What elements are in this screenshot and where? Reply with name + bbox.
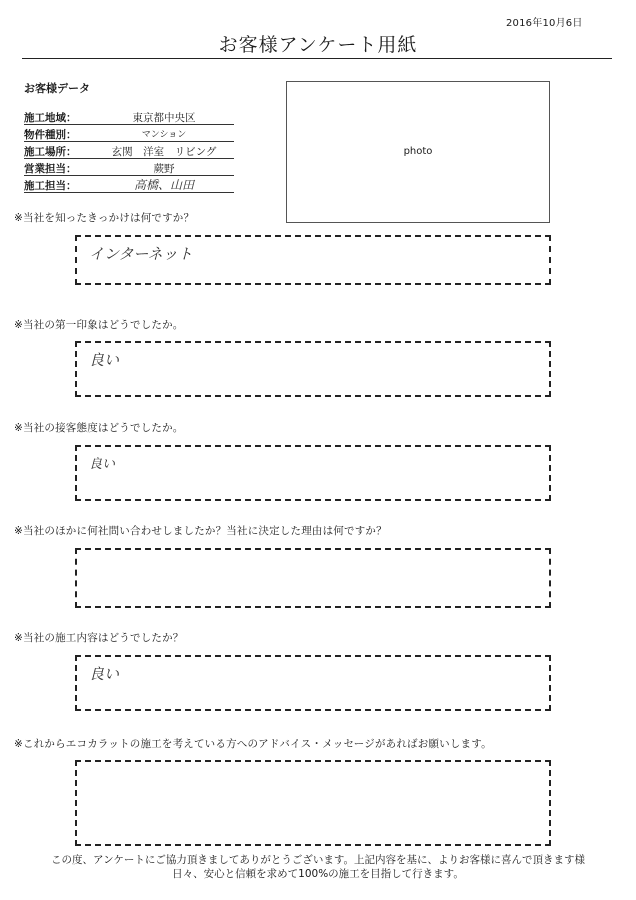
info-value: 玄関 洋室 リビング (111, 146, 217, 158)
info-value: マンション (141, 130, 187, 140)
photo-label: photo (403, 146, 433, 157)
answer-box-installation-quality (75, 655, 551, 711)
question-first-impression: ※当社の第一印象はどうでしたか。 (14, 319, 184, 331)
info-row-location (24, 142, 234, 159)
info-label: 物件種別： (24, 129, 77, 141)
answer-box-how-found (75, 235, 551, 285)
info-row-sales-rep (24, 159, 234, 176)
answer-box-advice-message (75, 760, 551, 846)
question-other-companies: ※当社のほかに何社問い合わせしましたか？当社に決定した理由は何ですか？ (14, 525, 387, 537)
answer-box-first-impression (75, 341, 551, 397)
page-title: お客様アンケート用紙 (218, 34, 418, 56)
answer-box-other-companies (75, 548, 551, 608)
info-label: 施工地域： (24, 112, 77, 124)
answer-handwritten: 良い (89, 665, 120, 683)
customer-data-heading: お客様データ (24, 82, 90, 95)
customer-data-table (24, 108, 234, 193)
question-advice-message: ※これからエコカラットの施工を考えている方へのアドバイス・メッセージがあればお願いします。 (14, 738, 492, 750)
info-row-area (24, 108, 234, 125)
answer-handwritten: インターネット (89, 245, 193, 263)
info-label: 営業担当： (24, 163, 77, 175)
footer-message-line2: 日々、安心と信頼を求めて100%の施工を目指して行きます。 (172, 868, 464, 880)
info-value-handwritten: 高橋、山田 (133, 178, 194, 192)
info-row-installer (24, 176, 234, 193)
info-value: 東京都中央区 (132, 112, 196, 124)
photo-placeholder (286, 81, 550, 223)
question-how-found: ※当社を知ったきっかけは何ですか？ (14, 212, 195, 224)
answer-handwritten: 良い (89, 457, 116, 472)
answer-handwritten: 良い (89, 351, 120, 369)
footer-message-line1: この度、アンケートにご協力頂きましてありがとうございます。上記内容を基に、よりお客様に喜んで頂きます様 (50, 854, 586, 866)
survey-date: 2016年10月6日 (506, 18, 583, 29)
info-label: 施工場所： (24, 146, 77, 158)
info-row-property-type (24, 125, 234, 142)
title-divider (22, 58, 612, 59)
question-installation-quality: ※当社の施工内容はどうでしたか？ (14, 632, 184, 644)
question-service-attitude: ※当社の接客態度はどうでしたか。 (14, 422, 184, 434)
info-label: 施工担当： (24, 180, 77, 192)
answer-box-service-attitude (75, 445, 551, 501)
info-value: 蕨野 (153, 163, 175, 175)
